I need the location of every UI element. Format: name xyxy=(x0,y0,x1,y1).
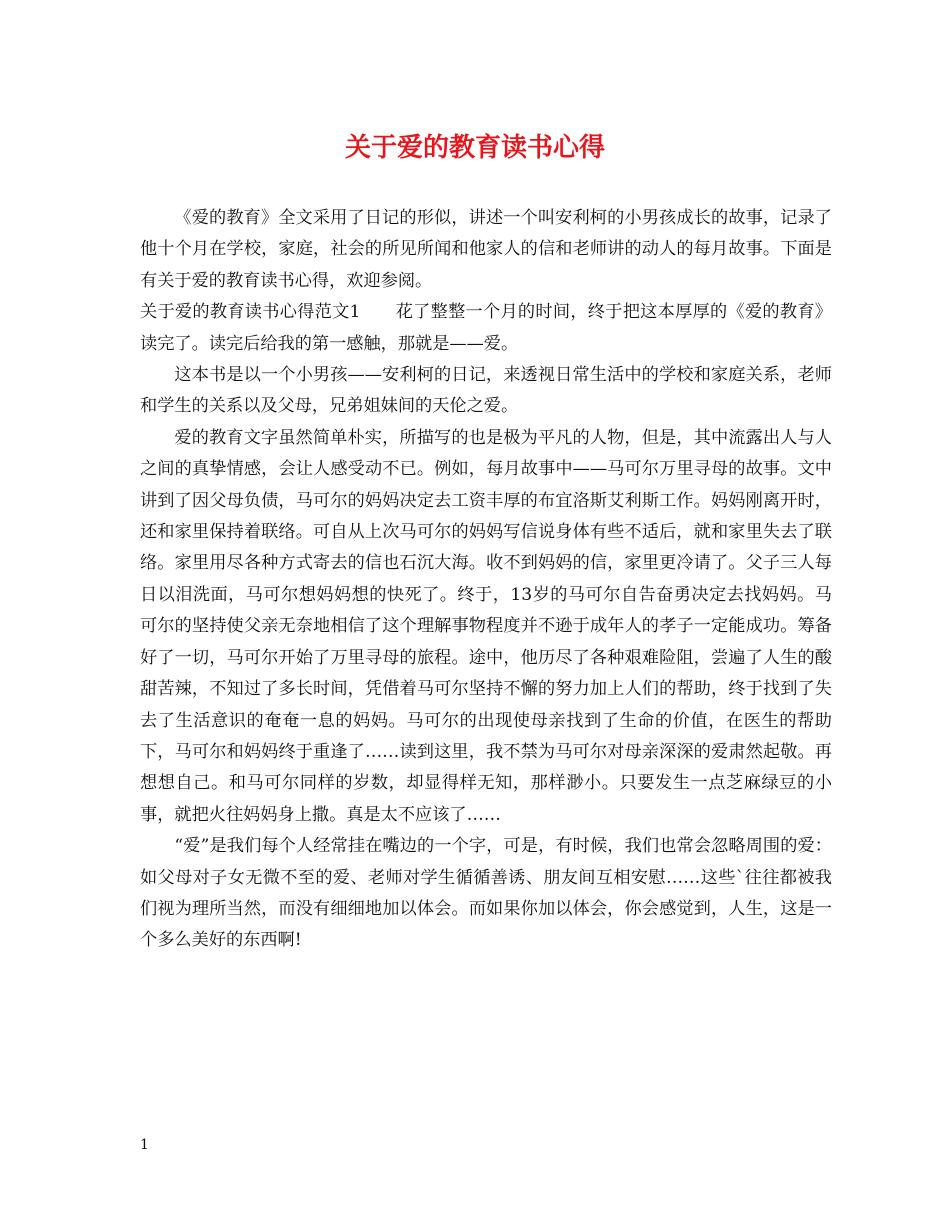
page-number: 1 xyxy=(140,1137,149,1153)
paragraph-marco-story: 爱的教育文字虽然简单朴实，所描写的也是极为平凡的人物，但是，其中流露出人与人之间的真挚情感，会让人感受动不已。例如，每月故事中——马可尔万里寻母的故事。文中讲到了因父母负债，马可尔的妈妈决定去工资丰厚的布宜洛斯艾利斯工作。妈妈刚离开时，还和家里保持着联络。可自从上次马可尔的妈妈写信说身体有些不适后，就和家里失去了联络。家里用尽各种方式寄去的信也石沉大海。收不到妈妈的信，家里更冷请了。父子三人每日以泪洗面，马可尔想妈妈想的快死了。终于，13岁的马可尔自告奋勇决定去找妈妈。马可尔的坚持使父亲无奈地相信了这个理解事物程度并不逊于成年人的孝子一定能成功。筹备好了一切，马可尔开始了万里寻母的旅程。途中，他历尽了各种艰难险阻，尝遍了人生的酸甜苦辣，不知过了多长时间，凭借着马可尔坚持不懈的努力加上人们的帮助，终于找到了失去了生活意识的奄奄一息的妈妈。马可尔的出现使母亲找到了生命的价值，在医生的帮助下，马可尔和妈妈终于重逢了……读到这里，我不禁为马可尔对母亲深深的爱肃然起敬。再想想自己。和马可尔同样的岁数，却显得样无知，那样渺小。只要发生一点芝麻绿豆的小事，就把火往妈妈身上撒。真是太不应该了…… xyxy=(140,427,832,825)
document-body xyxy=(140,203,832,957)
paragraph-book-summary: 这本书是以一个小男孩——安利柯的日记，来透视日常生活中的学校和家庭关系，老师和学生的关系以及父母，兄弟姐妹间的天伦之爱。 xyxy=(140,365,832,417)
paragraph-sample-heading: 关于爱的教育读书心得范文1 花了整整一个月的时间，终于把这本厚厚的《爱的教育》读完了。读完后给我的第一感触，那就是——爱。 xyxy=(140,302,832,354)
paragraph-reflection: “爱”是我们每个人经常挂在嘴边的一个字，可是，有时候，我们也常会忽略周围的爱：如父母对子女无微不至的爱、老师对学生循循善诱、朋友间互相安慰……这些`往往都被我们视为理所当然，而没有细细地加以体会。而如果你加以体会，你会感觉到，人生，这是一个多么美好的东西啊! xyxy=(140,836,832,951)
paragraph-intro: 《爱的教育》全文采用了日记的形似，讲述一个叫安利柯的小男孩成长的故事，记录了他十个月在学校，家庭，社会的所见所闻和他家人的信和老师讲的动人的每月故事。下面是有关于爱的教育读书心得，欢迎参阅。 xyxy=(140,208,832,291)
document-title: 关于爱的教育读书心得 xyxy=(344,133,605,163)
